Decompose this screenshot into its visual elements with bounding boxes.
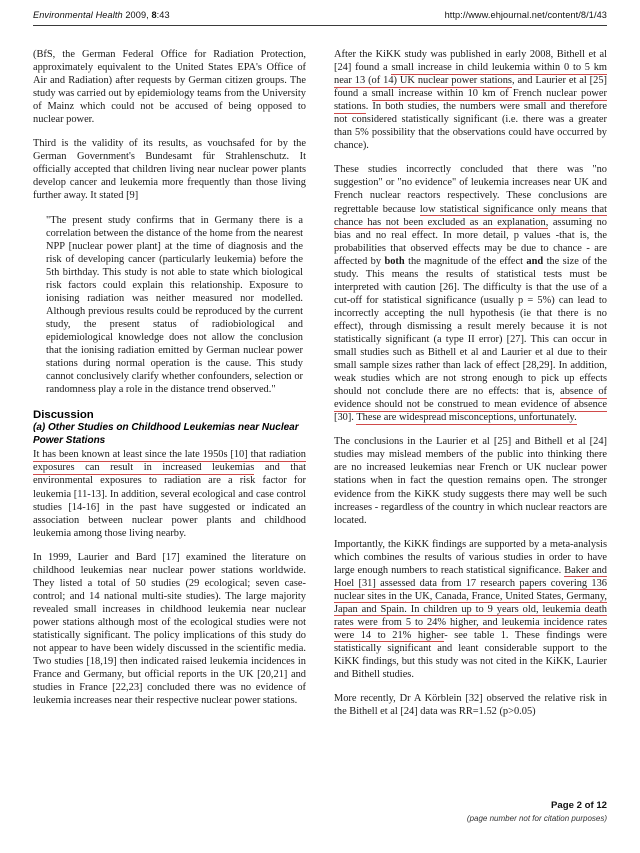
annotated-underline: Baker and Hoel [31] assessed data from 17 research papers covering 136 nuclear sites in the UK, Canada, France, United States, Germany, Japan and Spain. In children up to 9 years old, leukemia death rates were from 5 to 24% higher, and leukemia incidence rates were 14 to 21% higher (334, 564, 607, 641)
annotated-underline: low statistical significance only means that chance has not been excluded as an explanation, (334, 203, 607, 228)
paragraph (334, 48, 607, 152)
section-heading-discussion: Discussion (33, 409, 94, 422)
journal-year: 2009 (125, 10, 147, 20)
paragraph-text: , and Laurier et al [25] found a (334, 75, 607, 100)
paragraph: In 1999, Laurier and Bard [17] examined the literature on childhood leukemias near nuclear power stations worldwide. They listed a total of 50 studies (29 ecological; seven case-control; and 14 national multi-site studies). The large majority revealed small increases in childhood leukemia near nuclear power stations although most of the ecological studies were not statistically significant. The policy implications of this study do not appear to have been widely discussed in the scientific media. Two studies [18,19] then indicated raised leukemia incidences in France and Germany, but official reports in the UK [20,21] and studies in France [22,23] concluded there was no evidence of leukemia increases near their respective nuclear power stations. (33, 551, 306, 707)
annotated-underline: absence of evidence should not be construed to mean evidence of absence (334, 386, 607, 411)
paragraph-text: [30]. (334, 412, 357, 424)
paragraph (334, 163, 607, 424)
paragraph-text: After the KiKK study was published in early 2008, Bithell et al [24] found a (334, 49, 607, 74)
paragraph: Third is the validity of its results, as vouchsafed for by the German Government's Bundesamt für Strahlenschutz. It officially accepted that children living near nuclear power plants develop cancer and leukemia more frequently than those living further away. It stated [9] (33, 138, 306, 202)
annotated-underline: small increase in child leukemia within 0 to 5 km near 13 (of 14) UK nuclear power stations (334, 62, 608, 87)
page-footer (467, 799, 607, 825)
paragraph-text: the magnitude of the effect (404, 255, 527, 267)
left-column (33, 48, 306, 788)
annotated-underline: These are widespread misconceptions, unfortunately. (356, 412, 577, 424)
body-columns (33, 48, 607, 788)
paragraph: The conclusions in the Laurier et al [25] and Bithell et al [24] studies may mislead members of the public into thinking there are no increased leukemias near French or UK nuclear power stations when in fact the question remains open. The stronger evidence from the KiKK study suggests there may well be such increases - regardless of the country in which nuclear reactors are located. (334, 436, 607, 526)
annotated-underline: small increase within 10 km of French nuclear power stations (334, 88, 607, 113)
journal-volume: 8 (151, 10, 157, 20)
paragraph-text: - see table 1. These findings were statistically significant and leant considerable support to the KiKK findings, but this study was not cited in the KiKK, Laurier and Bithell studies. (334, 629, 608, 681)
emphasis-bold: both (384, 255, 405, 267)
running-head-journal: Environmental Health 2009, 8:43 (33, 10, 170, 20)
page-number: Page 2 of 12 (551, 800, 607, 811)
citation-note: (page number not for citation purposes) (466, 814, 607, 823)
paragraph-text: and that environmental exposures to radiation are a risk factor for leukemia [11-13]. In addition, several ecological and case control studies [14-16] in the past have suggested or indicated an association between nuclear power plants and childhood leukemia among those living nearby. (33, 462, 306, 539)
annotated-underline: It has been known at least since the late 1950s [10] that radiation exposures can result in increased leukemias (33, 449, 306, 474)
running-head-url[interactable]: http://www.ehjournal.net/content/8/1/43 (444, 10, 607, 20)
header-divider-rule (33, 25, 607, 26)
block-quote: "The present study confirms that in Germany there is a correlation between the distance of the home from the nearest NPP [nuclear power plant] at the time of diagnosis and the risk of developing cancer (particularly leukemia) before the 5th birthday. This study is not able to state which biological risk factors could explain this relationship. Exposure to ionising radiation was neither measured nor modelled. Although previous results could be reproduced by the current study, the present status of radiobiological and epidemiological knowledge does not allow the conclusion that the ionising radiation emitted by German nuclear power stations during normal operation is the cause. This study cannot conclusively clarify whether confounders, selection or randomness play a role in the distance trend observed." (46, 214, 303, 396)
journal-title: Environmental Health (33, 10, 123, 20)
paragraph-text: These studies incorrectly concluded that there was "no suggestion" or "no evidence" of leukemia increases near UK and French nuclear reactors respectively. These conclusions are regrettable because (334, 164, 607, 215)
paragraph-text: Importantly, the KiKK findings are supported by a meta-analysis which combines the results of various studies in order to have large enough numbers to reach statistical significance. (334, 538, 607, 576)
paragraph (334, 538, 607, 682)
right-column (334, 48, 607, 788)
paragraph (33, 448, 306, 539)
emphasis-bold: and (526, 255, 544, 267)
paragraph-text: . In both studies, the numbers were small and therefore not considered statistically significant (i.e. there was a greater than 5% possibility that the observations could have occurred by chance). (334, 101, 607, 152)
subsection-heading-a: (a) Other Studies on Childhood Leukemias near Nuclear Power Stations (33, 422, 299, 446)
paragraph: (BfS, the German Federal Office for Radiation Protection, approximately equivalent to the United States EPA's Office of Air and Radiation) after requests by German citizen groups. The study was carried out by epidemiology teams from the University of Mainz which could not be accused of being opposed to nuclear power. (33, 49, 306, 126)
journal-article-number: :43 (156, 10, 170, 20)
paragraph-text: the size of the study. This means the results of statistical tests must be interpreted with caution [26]. The difficulty is that the use of a cut-off for statistical significance (usually p = 5%) can lead to incorrectly accepting the null hypothesis (ie that there is no effect), through dismissing a result merely because it is not statistically significant (a type II error) [27]. This can occur in small studies such as Bithell et al and Laurier et al due to their small sample sizes rather than lack of effect [28,29]. In addition, weak studies which are not strong enough to pick up effects should not conclude there are no effects: that is, (334, 255, 607, 398)
running-head (33, 10, 607, 20)
paragraph: More recently, Dr A Körblein [32] observed the relative risk in the Bithell et al [24] data was RR=1.52 (p>0.05) (334, 693, 607, 718)
paragraph-text: assuming no bias and no real effect. In more detail, p values -that is, the probabilities that observed effects may be due to chance - are affected by (334, 216, 607, 267)
